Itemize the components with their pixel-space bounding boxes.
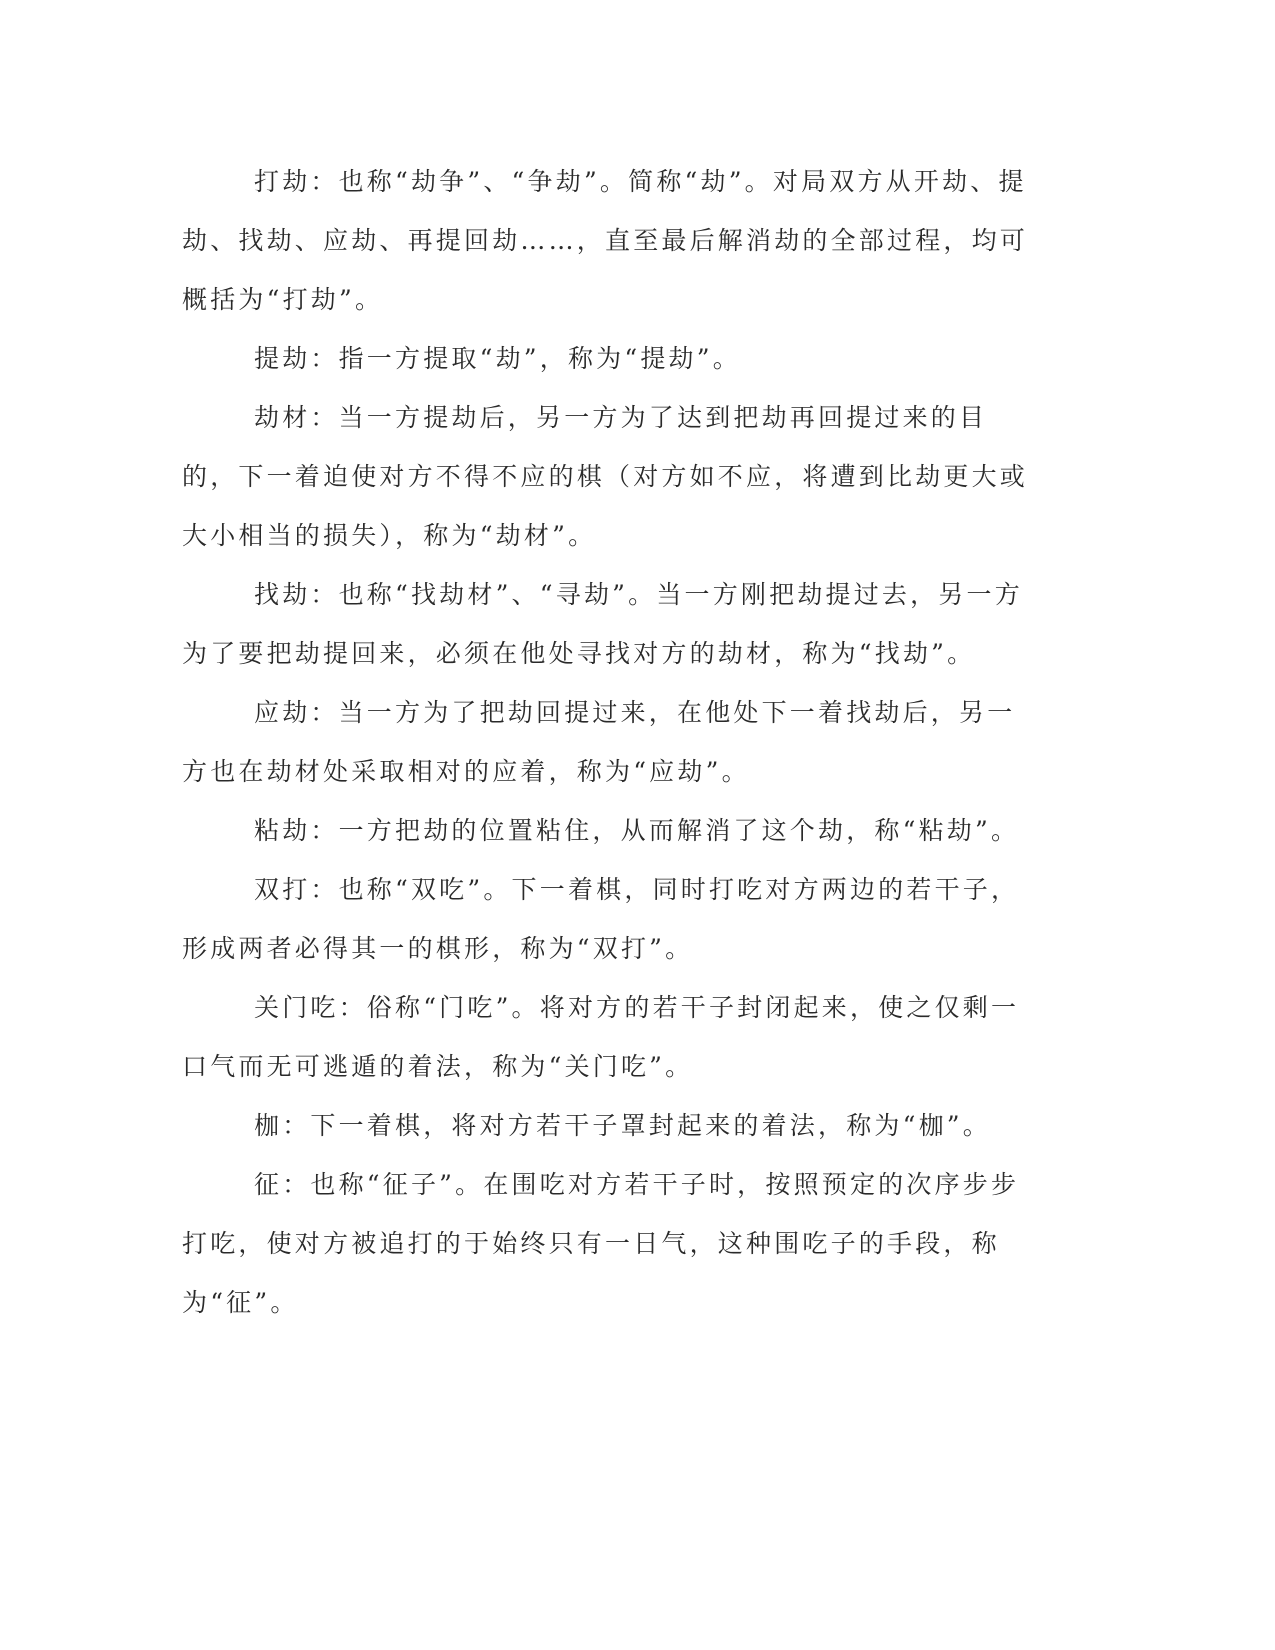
paragraph-jia: 枷：下一着棋，将对方若干子罩封起来的着法，称为“枷”。 xyxy=(254,1111,991,1140)
paragraph-dajie: 打劫：也称“劫争”、“争劫”。简称“劫”。对局双方从开劫、提劫、找劫、应劫、再提回劫……，直至最后解消劫的全部过程，均可概括为“打劫”。 xyxy=(182,167,1029,314)
paragraph-zhaojie: 找劫：也称“找劫材”、“寻劫”。当一方刚把劫提过去，另一方为了要把劫提回来，必须在他处寻找对方的劫材，称为“找劫”。 xyxy=(182,580,1023,668)
paragraph-jiecai: 劫材：当一方提劫后，另一方为了达到把劫再回提过来的目的，下一着迫使对方不得不应的棋（对方如不应，将遭到比劫更大或大小相当的损失），称为“劫材”。 xyxy=(182,403,1029,550)
paragraph-shuangda: 双打：也称“双吃”。下一着棋，同时打吃对方两边的若干子，形成两者必得其一的棋形，称为“双打”。 xyxy=(182,875,1020,963)
paragraph-zheng: 征：也称“征子”。在围吃对方若干子时，按照预定的次序步步打吃，使对方被追打的于始终只有一日气，这种围吃子的手段，称为“征”。 xyxy=(182,1170,1020,1317)
paragraph-zhanjie: 粘劫：一方把劫的位置粘住，从而解消了这个劫，称“粘劫”。 xyxy=(254,816,1020,845)
paragraph-guanmenchi: 关门吃：俗称“门吃”。将对方的若干子封闭起来，使之仅剩一口气而无可逃遁的着法，称为“关门吃”。 xyxy=(182,993,1020,1081)
paragraph-yingjie: 应劫：当一方为了把劫回提过来，在他处下一着找劫后，另一方也在劫材处采取相对的应着，称为“应劫”。 xyxy=(182,698,1016,786)
document-body xyxy=(182,152,1032,1332)
paragraph-tijie: 提劫：指一方提取“劫”，称为“提劫”。 xyxy=(254,344,741,373)
